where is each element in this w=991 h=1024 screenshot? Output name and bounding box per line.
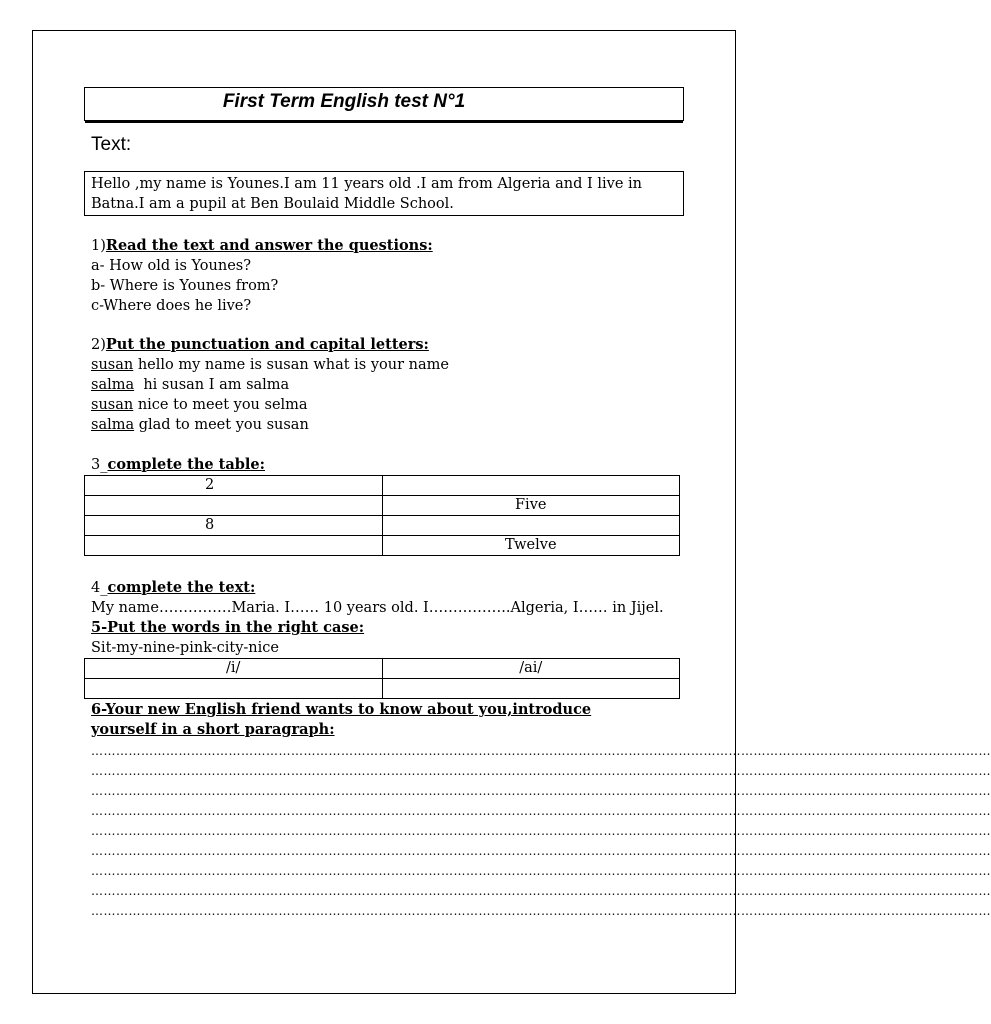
dialogue-text: hello my name is susan what is your name	[133, 357, 449, 373]
table-row	[85, 516, 680, 536]
q5-heading	[91, 618, 364, 638]
title-box	[84, 87, 684, 121]
dialogue-speaker: susan	[91, 397, 134, 413]
dialogue-speaker: susan	[91, 357, 134, 373]
column-header-i: /i/	[85, 659, 383, 679]
writing-line[interactable]: ………………………………………………………………………………………………………………………………………………………………………………………………	[91, 864, 991, 878]
writing-line[interactable]: ………………………………………………………………………………………………………………………………………………………………………………………………	[91, 884, 991, 898]
dialogue-line	[91, 375, 289, 395]
q2-heading	[91, 335, 429, 355]
dialogue-line	[91, 355, 449, 375]
q2-heading-text: Put the punctuation and capital letters:	[105, 336, 429, 353]
q6-heading-text: yourself in a short paragraph:	[91, 721, 335, 738]
table-cell[interactable]	[85, 496, 383, 516]
table-cell[interactable]	[382, 516, 680, 536]
q4-fill-text: My name……………Maria. I…… 10 years old. I……………..Algeria, I…… in Jijel.	[91, 600, 664, 616]
table-cell: 8	[85, 516, 383, 536]
table-cell: Five	[382, 496, 680, 516]
q1-number: 1)	[91, 238, 106, 254]
q3-heading	[91, 455, 265, 475]
sounds-table	[84, 658, 680, 699]
text-label: Text:	[91, 134, 132, 155]
q1-heading	[91, 236, 433, 256]
table-cell[interactable]	[85, 679, 383, 699]
q4-number: 4_	[91, 580, 108, 596]
table-row	[85, 476, 680, 496]
dialogue-text: hi susan I am salma	[134, 377, 290, 393]
table-row	[85, 496, 680, 516]
q3-heading-text: complete the table:	[107, 456, 266, 473]
table-cell[interactable]	[382, 679, 680, 699]
reading-passage: Hello ,my name is Younes.I am 11 years old .I am from Algeria and I live in Batna.I am a pupil at Ben Boulaid Middle School.	[84, 171, 684, 216]
q4-heading	[91, 578, 255, 598]
table-row	[85, 659, 680, 679]
q3-number: 3_	[91, 457, 108, 473]
writing-line[interactable]: ………………………………………………………………………………………………………………………………………………………………………………………………	[91, 804, 991, 818]
writing-line[interactable]: ………………………………………………………………………………………………………………………………………………………………………………………………	[91, 844, 991, 858]
column-header-ai: /ai/	[382, 659, 680, 679]
table-row	[85, 536, 680, 556]
table-row	[85, 679, 680, 699]
q1-item-c: c-Where does he live?	[91, 298, 252, 314]
test-title: First Term English test N°1	[222, 91, 466, 112]
writing-line[interactable]: ………………………………………………………………………………………………………………………………………………………………………………………………	[91, 744, 991, 758]
q1-item-a: a- How old is Younes?	[91, 258, 252, 274]
table-cell: 2	[85, 476, 383, 496]
writing-line[interactable]: ………………………………………………………………………………………………………………………………………………………………………………………………	[91, 904, 991, 918]
q6-heading-line2	[91, 720, 335, 740]
q2-number: 2)	[91, 337, 106, 353]
dialogue-speaker: salma	[91, 417, 135, 433]
dialogue-line	[91, 395, 308, 415]
table-cell: Twelve	[382, 536, 680, 556]
dialogue-text: nice to meet you selma	[133, 397, 308, 413]
writing-line[interactable]: ………………………………………………………………………………………………………………………………………………………………………………………………	[91, 824, 991, 838]
dialogue-speaker: salma	[91, 377, 135, 393]
q4-heading-text: complete the text:	[107, 579, 256, 596]
numbers-table	[84, 475, 680, 556]
writing-line[interactable]: ………………………………………………………………………………………………………………………………………………………………………………………………	[91, 764, 991, 778]
writing-line[interactable]: ………………………………………………………………………………………………………………………………………………………………………………………………	[91, 784, 991, 798]
q1-heading-text: Read the text and answer the questions:	[105, 237, 433, 254]
q5-heading-text: 5-Put the words in the right case:	[91, 619, 365, 636]
q6-heading-line1	[91, 700, 591, 720]
dialogue-line	[91, 415, 309, 435]
q6-heading-text: 6-Your new English friend wants to know about you,introduce	[91, 701, 592, 718]
dialogue-text: glad to meet you susan	[134, 417, 309, 433]
table-cell[interactable]	[85, 536, 383, 556]
table-cell[interactable]	[382, 476, 680, 496]
q5-words: Sit-my-nine-pink-city-nice	[91, 640, 279, 656]
q1-item-b: b- Where is Younes from?	[91, 278, 279, 294]
